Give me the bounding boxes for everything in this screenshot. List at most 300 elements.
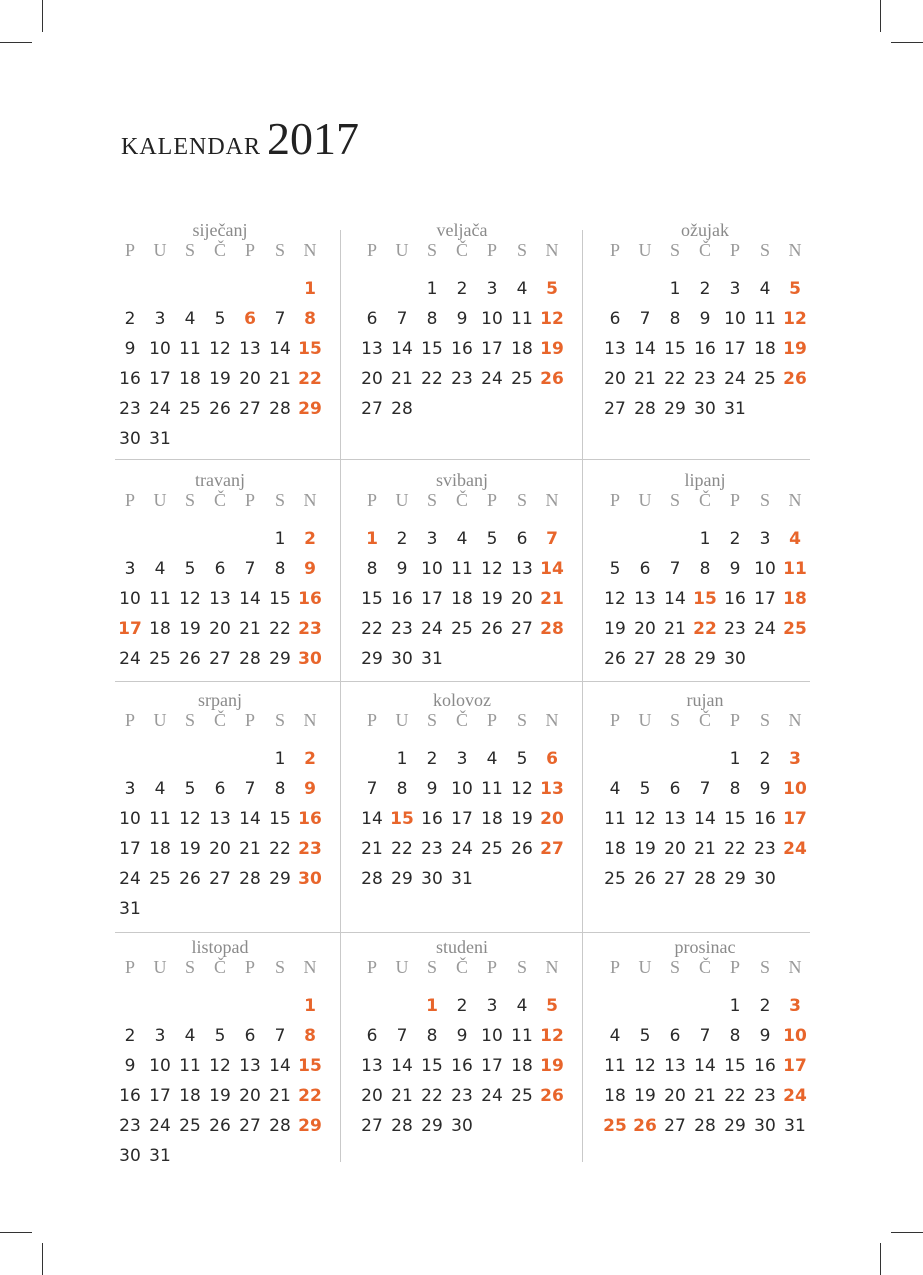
day: 16 (119, 369, 141, 389)
day: 17 (421, 589, 443, 609)
weekday-header: N (303, 710, 317, 730)
day: 18 (179, 1086, 201, 1106)
day: 10 (481, 309, 503, 329)
day: 18 (149, 839, 171, 859)
day: 10 (149, 339, 171, 359)
day: 1 (274, 529, 286, 549)
day: 7 (244, 779, 256, 799)
day: 26 (604, 649, 626, 669)
day: 25 (481, 839, 503, 859)
day: 19 (634, 1086, 656, 1106)
title-word: KALENDAR (121, 134, 261, 160)
day: 5 (184, 559, 196, 579)
holiday-day: 26 (783, 369, 807, 389)
holiday-day: 17 (783, 1056, 807, 1076)
holiday-day: 14 (540, 559, 564, 579)
day: 3 (486, 996, 498, 1016)
weekday-header: S (274, 240, 285, 260)
weekday-header: Č (698, 240, 711, 260)
weekday-header: P (366, 710, 377, 730)
day: 11 (604, 809, 626, 829)
day: 2 (729, 529, 741, 549)
day: 28 (391, 399, 413, 419)
month-name: lipanj (684, 470, 726, 490)
day: 9 (124, 339, 136, 359)
day: 25 (511, 1086, 533, 1106)
holiday-day: 26 (633, 1116, 657, 1136)
weekday-header: U (638, 710, 652, 730)
weekday-header: U (395, 710, 409, 730)
day: 24 (481, 369, 503, 389)
holiday-day: 7 (546, 529, 558, 549)
weekday-header: P (609, 490, 620, 510)
day: 27 (239, 1116, 261, 1136)
day: 23 (694, 369, 716, 389)
day: 22 (269, 839, 291, 859)
weekday-header: S (426, 240, 437, 260)
weekday-header: Č (213, 240, 226, 260)
day: 6 (214, 779, 226, 799)
day: 14 (391, 339, 413, 359)
day: 1 (396, 749, 408, 769)
day: 8 (729, 1026, 741, 1046)
weekday-header: N (788, 957, 802, 977)
day: 24 (421, 619, 443, 639)
day: 22 (421, 1086, 443, 1106)
day: 28 (694, 869, 716, 889)
crop-mark (42, 0, 43, 32)
day: 23 (119, 1116, 141, 1136)
weekday-header: N (788, 710, 802, 730)
day: 6 (639, 559, 651, 579)
holiday-day: 19 (540, 339, 564, 359)
day: 21 (391, 369, 413, 389)
holiday-day: 25 (603, 1116, 627, 1136)
day: 13 (604, 339, 626, 359)
day: 18 (604, 1086, 626, 1106)
day: 28 (239, 869, 261, 889)
day: 5 (639, 1026, 651, 1046)
holiday-day: 30 (298, 869, 322, 889)
weekday-header: Č (455, 240, 468, 260)
weekday-header: P (244, 957, 255, 977)
holiday-day: 1 (426, 996, 438, 1016)
day: 2 (699, 279, 711, 299)
holiday-day: 26 (540, 1086, 564, 1106)
holiday-day: 17 (118, 619, 142, 639)
month-name: ožujak (681, 220, 729, 240)
day: 26 (634, 869, 656, 889)
day: 20 (511, 589, 533, 609)
day: 21 (391, 1086, 413, 1106)
weekday-header: Č (698, 710, 711, 730)
day: 28 (239, 649, 261, 669)
weekday-header: S (426, 490, 437, 510)
weekday-header: S (669, 240, 680, 260)
holiday-day: 24 (783, 1086, 807, 1106)
holiday-day: 25 (783, 619, 807, 639)
day: 7 (274, 309, 286, 329)
weekday-header: N (303, 240, 317, 260)
weekday-header: P (609, 240, 620, 260)
column-divider (582, 230, 583, 1162)
weekday-header: S (669, 957, 680, 977)
day: 25 (149, 649, 171, 669)
day: 25 (149, 869, 171, 889)
holiday-day: 27 (540, 839, 564, 859)
day: 18 (511, 339, 533, 359)
day: 14 (269, 339, 291, 359)
weekday-header: Č (455, 957, 468, 977)
weekday-header: P (366, 240, 377, 260)
weekday-header: S (274, 957, 285, 977)
weekday-header: U (395, 240, 409, 260)
day: 4 (516, 996, 528, 1016)
day: 22 (724, 839, 746, 859)
day: 27 (209, 869, 231, 889)
day: 20 (664, 839, 686, 859)
holiday-day: 18 (783, 589, 807, 609)
holiday-day: 29 (298, 399, 322, 419)
day: 14 (664, 589, 686, 609)
weekday-header: U (153, 710, 167, 730)
holiday-day: 16 (298, 809, 322, 829)
weekday-header: U (153, 490, 167, 510)
day: 30 (724, 649, 746, 669)
holiday-day: 22 (693, 619, 717, 639)
day: 9 (699, 309, 711, 329)
day: 1 (274, 749, 286, 769)
day: 23 (724, 619, 746, 639)
day: 8 (396, 779, 408, 799)
weekday-header: N (545, 240, 559, 260)
day: 14 (694, 809, 716, 829)
holiday-day: 4 (789, 529, 801, 549)
day: 7 (244, 559, 256, 579)
holiday-day: 5 (546, 996, 558, 1016)
day: 17 (149, 369, 171, 389)
day: 8 (699, 559, 711, 579)
holiday-day: 20 (540, 809, 564, 829)
holiday-day: 15 (298, 1056, 322, 1076)
day: 28 (634, 399, 656, 419)
day: 14 (361, 809, 383, 829)
weekday-header: S (516, 240, 527, 260)
day: 9 (426, 779, 438, 799)
day: 19 (511, 809, 533, 829)
weekday-header: S (426, 710, 437, 730)
day: 14 (239, 809, 261, 829)
day: 9 (759, 1026, 771, 1046)
weekday-header: P (366, 490, 377, 510)
day: 2 (124, 309, 136, 329)
day: 7 (669, 559, 681, 579)
weekday-header: S (274, 710, 285, 730)
day: 30 (451, 1116, 473, 1136)
weekday-header: N (788, 240, 802, 260)
day: 30 (119, 1146, 141, 1166)
day: 28 (269, 399, 291, 419)
day: 3 (154, 309, 166, 329)
day: 28 (361, 869, 383, 889)
day: 9 (456, 309, 468, 329)
day: 13 (361, 1056, 383, 1076)
day: 11 (481, 779, 503, 799)
weekday-header: P (124, 240, 135, 260)
day: 20 (239, 369, 261, 389)
month-name: svibanj (436, 470, 488, 490)
day: 15 (421, 1056, 443, 1076)
day: 21 (694, 1086, 716, 1106)
day: 27 (361, 399, 383, 419)
day: 3 (729, 279, 741, 299)
day: 15 (269, 809, 291, 829)
day: 26 (209, 399, 231, 419)
day: 4 (759, 279, 771, 299)
day: 14 (239, 589, 261, 609)
day: 19 (179, 839, 201, 859)
day: 20 (361, 1086, 383, 1106)
holiday-day: 2 (304, 529, 316, 549)
day: 4 (609, 1026, 621, 1046)
weekday-header: P (244, 710, 255, 730)
weekday-header: S (516, 957, 527, 977)
day: 8 (729, 779, 741, 799)
day: 31 (119, 899, 141, 919)
weekday-header: S (759, 240, 770, 260)
weekday-header: U (638, 490, 652, 510)
holiday-day: 12 (540, 309, 564, 329)
day: 25 (179, 1116, 201, 1136)
day: 16 (119, 1086, 141, 1106)
day: 12 (209, 339, 231, 359)
day: 11 (179, 339, 201, 359)
day: 11 (451, 559, 473, 579)
day: 27 (511, 619, 533, 639)
day: 27 (239, 399, 261, 419)
day: 6 (366, 1026, 378, 1046)
holiday-day: 1 (366, 529, 378, 549)
day: 13 (209, 589, 231, 609)
weekday-header: S (759, 957, 770, 977)
weekday-header: N (545, 490, 559, 510)
holiday-day: 8 (304, 309, 316, 329)
day: 22 (361, 619, 383, 639)
weekday-header: N (303, 490, 317, 510)
day: 21 (239, 839, 261, 859)
holiday-day: 13 (540, 779, 564, 799)
row-divider (115, 459, 810, 460)
day: 10 (451, 779, 473, 799)
month-name: rujan (686, 690, 724, 710)
day: 22 (724, 1086, 746, 1106)
day: 16 (451, 339, 473, 359)
holiday-day: 9 (304, 559, 316, 579)
weekday-header: Č (455, 710, 468, 730)
day: 29 (664, 399, 686, 419)
day: 6 (669, 779, 681, 799)
month-name: kolovoz (433, 690, 491, 710)
day: 22 (664, 369, 686, 389)
day: 18 (451, 589, 473, 609)
weekday-header: N (545, 957, 559, 977)
day: 10 (421, 559, 443, 579)
holiday-day: 6 (244, 309, 256, 329)
day: 17 (149, 1086, 171, 1106)
holiday-day: 11 (783, 559, 807, 579)
day: 5 (184, 779, 196, 799)
day: 31 (149, 429, 171, 449)
day: 29 (361, 649, 383, 669)
day: 25 (179, 399, 201, 419)
day: 2 (456, 279, 468, 299)
day: 14 (694, 1056, 716, 1076)
day: 17 (481, 1056, 503, 1076)
day: 29 (269, 649, 291, 669)
day: 10 (481, 1026, 503, 1046)
day: 17 (724, 339, 746, 359)
day: 27 (664, 1116, 686, 1136)
holiday-day: 5 (546, 279, 558, 299)
day: 26 (179, 869, 201, 889)
day: 28 (391, 1116, 413, 1136)
holiday-day: 22 (298, 369, 322, 389)
holiday-day: 10 (783, 779, 807, 799)
day: 11 (511, 309, 533, 329)
weekday-header: Č (455, 490, 468, 510)
day: 1 (426, 279, 438, 299)
day: 24 (119, 869, 141, 889)
day: 7 (699, 779, 711, 799)
weekday-header: P (486, 710, 497, 730)
day: 8 (426, 309, 438, 329)
day: 19 (179, 619, 201, 639)
holiday-day: 28 (540, 619, 564, 639)
crop-mark (891, 42, 923, 43)
weekday-header: Č (213, 957, 226, 977)
month-name: veljača (436, 220, 488, 240)
holiday-day: 9 (304, 779, 316, 799)
weekday-header: P (486, 490, 497, 510)
row-divider (115, 932, 810, 933)
crop-mark (42, 1243, 43, 1275)
day: 20 (239, 1086, 261, 1106)
day: 4 (609, 779, 621, 799)
day: 1 (699, 529, 711, 549)
day: 16 (754, 1056, 776, 1076)
day: 24 (119, 649, 141, 669)
weekday-header: P (486, 240, 497, 260)
crop-mark (880, 1243, 881, 1275)
day: 21 (634, 369, 656, 389)
day: 7 (396, 309, 408, 329)
day: 5 (639, 779, 651, 799)
holiday-day: 23 (298, 619, 322, 639)
holiday-day: 29 (298, 1116, 322, 1136)
month-name: studeni (436, 937, 488, 957)
weekday-header: P (244, 240, 255, 260)
day: 21 (361, 839, 383, 859)
day: 25 (511, 369, 533, 389)
weekday-header: S (184, 490, 195, 510)
day: 23 (754, 1086, 776, 1106)
day: 16 (451, 1056, 473, 1076)
day: 2 (124, 1026, 136, 1046)
holiday-day: 26 (540, 369, 564, 389)
day: 5 (214, 1026, 226, 1046)
day: 27 (604, 399, 626, 419)
day: 14 (269, 1056, 291, 1076)
day: 13 (239, 1056, 261, 1076)
day: 9 (396, 559, 408, 579)
day: 29 (724, 869, 746, 889)
day: 5 (516, 749, 528, 769)
day: 22 (269, 619, 291, 639)
day: 29 (694, 649, 716, 669)
weekday-header: P (609, 957, 620, 977)
day: 4 (154, 559, 166, 579)
day: 14 (634, 339, 656, 359)
day: 5 (214, 309, 226, 329)
day: 11 (179, 1056, 201, 1076)
day: 19 (481, 589, 503, 609)
day: 4 (486, 749, 498, 769)
day: 29 (391, 869, 413, 889)
day: 9 (759, 779, 771, 799)
day: 13 (664, 1056, 686, 1076)
holiday-day: 2 (304, 749, 316, 769)
row-divider (115, 681, 810, 682)
weekday-header: P (366, 957, 377, 977)
day: 21 (269, 1086, 291, 1106)
day: 4 (184, 309, 196, 329)
day: 9 (124, 1056, 136, 1076)
day: 25 (754, 369, 776, 389)
weekday-header: P (124, 490, 135, 510)
day: 3 (154, 1026, 166, 1046)
day: 29 (421, 1116, 443, 1136)
day: 18 (149, 619, 171, 639)
day: 20 (664, 1086, 686, 1106)
holiday-day: 24 (783, 839, 807, 859)
holiday-day: 10 (783, 1026, 807, 1046)
weekday-header: P (244, 490, 255, 510)
holiday-day: 19 (783, 339, 807, 359)
day: 4 (516, 279, 528, 299)
day: 10 (149, 1056, 171, 1076)
weekday-header: Č (213, 490, 226, 510)
day: 15 (664, 339, 686, 359)
day: 21 (269, 369, 291, 389)
holiday-day: 23 (298, 839, 322, 859)
day: 23 (421, 839, 443, 859)
day: 12 (511, 779, 533, 799)
day: 15 (421, 339, 443, 359)
day: 13 (511, 559, 533, 579)
day: 15 (361, 589, 383, 609)
day: 2 (759, 749, 771, 769)
day: 20 (634, 619, 656, 639)
day: 19 (209, 369, 231, 389)
day: 3 (456, 749, 468, 769)
crop-mark (0, 1232, 32, 1233)
day: 19 (209, 1086, 231, 1106)
day: 21 (664, 619, 686, 639)
day: 10 (724, 309, 746, 329)
day: 30 (754, 869, 776, 889)
day: 8 (274, 779, 286, 799)
page-title (121, 112, 359, 165)
